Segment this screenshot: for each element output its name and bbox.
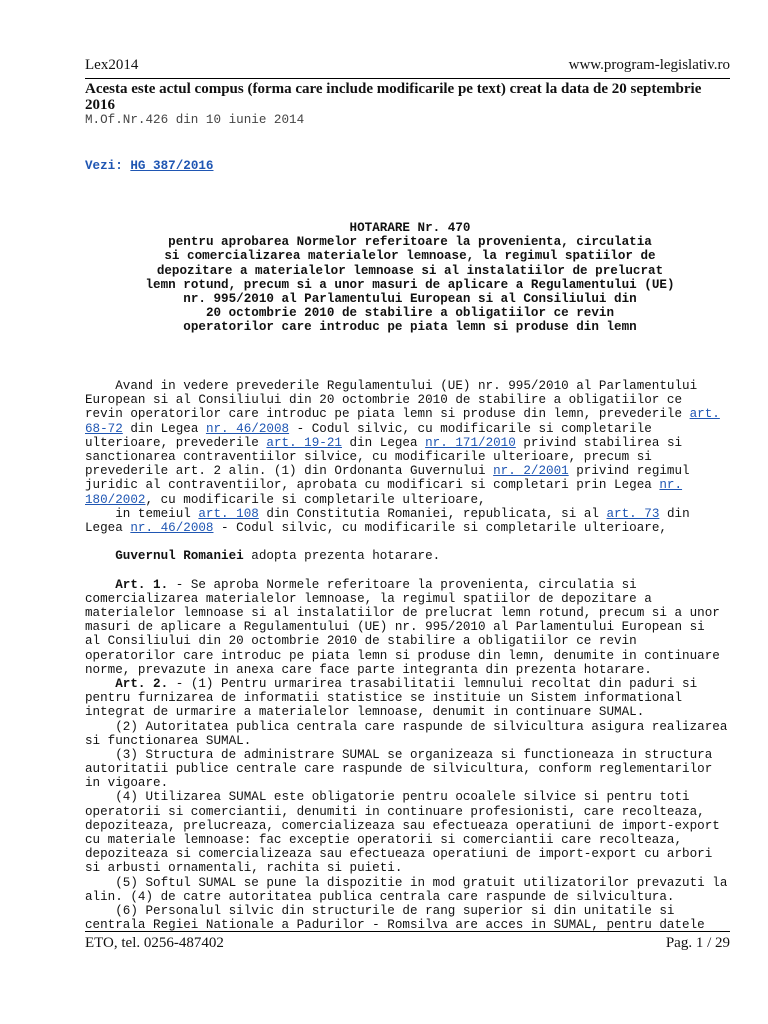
art2-line: (3) Structura de administrare SUMAL se organizeaza si functioneaza in structura <box>85 747 713 762</box>
title-line: nr. 995/2010 al Parlamentului European si al Consiliului din <box>183 292 637 307</box>
text: - Codul silvic, cu modificarile si completarile ulterioare, <box>213 520 667 535</box>
art2-line: (6) Personalul silvic din structurile de rang superior si din unitatile si <box>85 903 675 918</box>
text: privind stabilirea si <box>515 435 683 450</box>
title-line: pentru aprobarea Normelor referitoare la provenienta, circulatia <box>168 235 652 250</box>
art2-label: Art. 2. <box>85 676 169 691</box>
text: din Legea <box>341 435 426 450</box>
text: - Se aproba Normele referitoare la provenienta, circulatia si <box>168 577 637 592</box>
document-body <box>85 379 735 932</box>
text: ulterioare, prevederile <box>85 435 267 450</box>
footer-left: ETO, tel. 0256-487402 <box>85 935 224 951</box>
header-right: www.program-legislativ.ro <box>568 57 730 73</box>
text: din <box>659 506 690 521</box>
link-art-108[interactable]: art. 108 <box>198 506 259 521</box>
art1-line: al Consiliului din 20 octombrie 2010 de stabilire a obligatiilor ce revin <box>85 634 637 649</box>
text: din Constitutia Romaniei, republicata, si al <box>258 506 607 521</box>
text: - Codul silvic, cu modificarile si completarile <box>289 421 652 436</box>
link-art-73[interactable]: art. 73 <box>606 506 660 521</box>
official-monitor-reference: M.Of.Nr.426 din 10 iunie 2014 <box>85 113 305 127</box>
title-line: lemn rotund, precum si a unor masuri de aplicare a Regulamentului (UE) <box>145 277 675 292</box>
link-lege-180-2002-cont[interactable]: 180/2002 <box>85 492 146 507</box>
preamble-line <box>85 521 735 535</box>
preamble-line: sanctionarea contraventiilor silvice, cu modificarile ulterioare, precum si <box>85 449 652 464</box>
preamble-line <box>85 478 735 492</box>
art2-line: integrat de urmarire a materialelor lemnoase, denumit in continuare SUMAL. <box>85 705 645 720</box>
art2-line: si functionarea SUMAL. <box>85 733 252 748</box>
art2-line: operatorii si comerciantii, denumiti in continuare profesionisti, care recolteaza, <box>85 804 705 819</box>
art2-line: in vigoare. <box>85 776 169 791</box>
art1-line: masuri de aplicare a Regulamentului (UE) nr. 995/2010 al Parlamentului European si <box>85 620 705 635</box>
title-line: HOTARARE Nr. 470 <box>349 221 471 235</box>
link-lege-180-2002[interactable]: nr. <box>659 478 683 493</box>
art1-line: materialelor lemnoase si al instalatiilor de prelucrat lemn rotund, precum si a unor <box>85 606 720 620</box>
text: in temeiul <box>85 506 199 521</box>
preamble-line <box>85 407 735 421</box>
text: adopta prezenta hotarare. <box>243 549 441 564</box>
art2-line: depoziteaza si comercializeaza sau efectueaza operatiuni de import-export cu arbori <box>85 847 713 862</box>
text: revin operatorilor care introduc pe piata lemn si produse din lemn, prevederile <box>85 407 690 422</box>
art2-line: alin. (4) de catre autoritatea publica centrala care raspunde de silvicultura. <box>85 889 675 904</box>
art2-line: pentru furnizarea de informatii statistice se instituie un Sistem informational <box>85 691 683 706</box>
link-art-68-72[interactable]: art. <box>689 407 720 422</box>
vezi-label: Vezi: <box>85 159 123 173</box>
header-left: Lex2014 <box>85 57 139 73</box>
link-lege-171-2010[interactable]: nr. 171/2010 <box>425 435 516 450</box>
guvern-line <box>85 549 735 563</box>
text: privind regimul <box>568 464 690 479</box>
art1-line <box>85 578 735 592</box>
link-lege-46-2008-b[interactable]: nr. 46/2008 <box>130 520 214 535</box>
title-line: si comercializarea materialelor lemnoase, la regimul spatiilor de <box>164 249 656 264</box>
art2-line <box>85 677 735 691</box>
art1-line: norme, prevazute in anexa care face parte integranta din prezenta hotarare. <box>85 662 652 677</box>
header-divider <box>85 78 730 79</box>
footer-divider <box>85 931 730 932</box>
page-header <box>85 57 730 74</box>
text: prevederile art. 2 alin. (1) din Ordonanta Guvernului <box>85 464 494 479</box>
title-line: 20 octombrie 2010 de stabilire a obligatiilor ce revin <box>205 306 615 321</box>
art2-line: (5) Softul SUMAL se pune la dispozitie in mod gratuit utilizatorilor prevazuti la <box>85 875 728 890</box>
page-footer <box>85 935 730 952</box>
link-og-2-2001[interactable]: nr. 2/2001 <box>493 464 569 479</box>
title-line: depozitare a materialelor lemnoase si al instalatiilor de prelucrat <box>156 263 664 278</box>
art2-line: depoziteaza, prelucreaza, comercializeaza sau efectueaza operatiuni de import-export <box>85 818 720 833</box>
art2-line: centrala Regiei Nationale a Padurilor - Romsilva are acces in SUMAL, pentru datele <box>85 918 705 933</box>
art2-line: (4) Utilizarea SUMAL este obligatorie pentru ocoalele silvice si pentru toti <box>85 790 690 805</box>
vezi-line <box>85 159 214 173</box>
preamble-line <box>85 464 735 478</box>
compus-note: Acesta este actul compus (forma care include modificarile pe text) creat la data de 20 septembrie 2016 <box>85 81 702 113</box>
text: Legea <box>85 520 131 535</box>
preamble-line <box>85 436 735 450</box>
art2-line: (2) Autoritatea publica centrala care raspunde de silvicultura asigura realizarea <box>85 719 728 734</box>
vezi-link[interactable]: HG 387/2016 <box>130 159 214 173</box>
text: din Legea <box>122 421 206 436</box>
link-lege-46-2008[interactable]: nr. 46/2008 <box>205 421 290 436</box>
text: juridic al contraventiilor, aprobata cu modificari si completari prin Legea <box>85 478 660 493</box>
art2-line: si arbusti ornamentali, rachita si puieti. <box>85 861 403 876</box>
art2-line: autoritatii publice centrale care raspunde de silvicultura, conform reglementarilor <box>85 762 713 777</box>
text: , cu modificarile si completarile ulterioare, <box>145 492 486 507</box>
preamble-line: European si al Consiliului din 20 octombrie 2010 de stabilire a obligatiilor ce <box>85 393 683 408</box>
text: - (1) Pentru urmarirea trasabilitatii lemnului recoltat din paduri si <box>168 676 698 691</box>
art2-line: cu materiale lemnoase: fac exceptie operatorii si comerciantii care recolteaza, <box>85 833 683 847</box>
art1-label: Art. 1. <box>85 577 169 592</box>
preamble-line <box>85 422 735 436</box>
guvern-label: Guvernul Romaniei <box>85 549 244 564</box>
art1-line: comercializarea materialelor lemnoase, la regimul spatiilor de depozitare a <box>85 591 652 606</box>
page-number: Pag. 1 / 29 <box>665 935 730 951</box>
preamble-line: Avand in vedere prevederile Regulamentului (UE) nr. 995/2010 al Parlamentului <box>85 379 698 393</box>
preamble-line <box>85 493 735 507</box>
title-line: operatorilor care introduc pe piata lemn si produse din lemn <box>183 320 637 335</box>
art1-line: operatorilor care introduc pe piata lemn si produse din lemn, denumite in continuare <box>85 648 720 663</box>
document-title <box>85 221 735 335</box>
preamble-line <box>85 507 735 521</box>
link-art-19-21[interactable]: art. 19-21 <box>266 435 342 450</box>
link-art-68-72-cont[interactable]: 68-72 <box>85 421 123 436</box>
